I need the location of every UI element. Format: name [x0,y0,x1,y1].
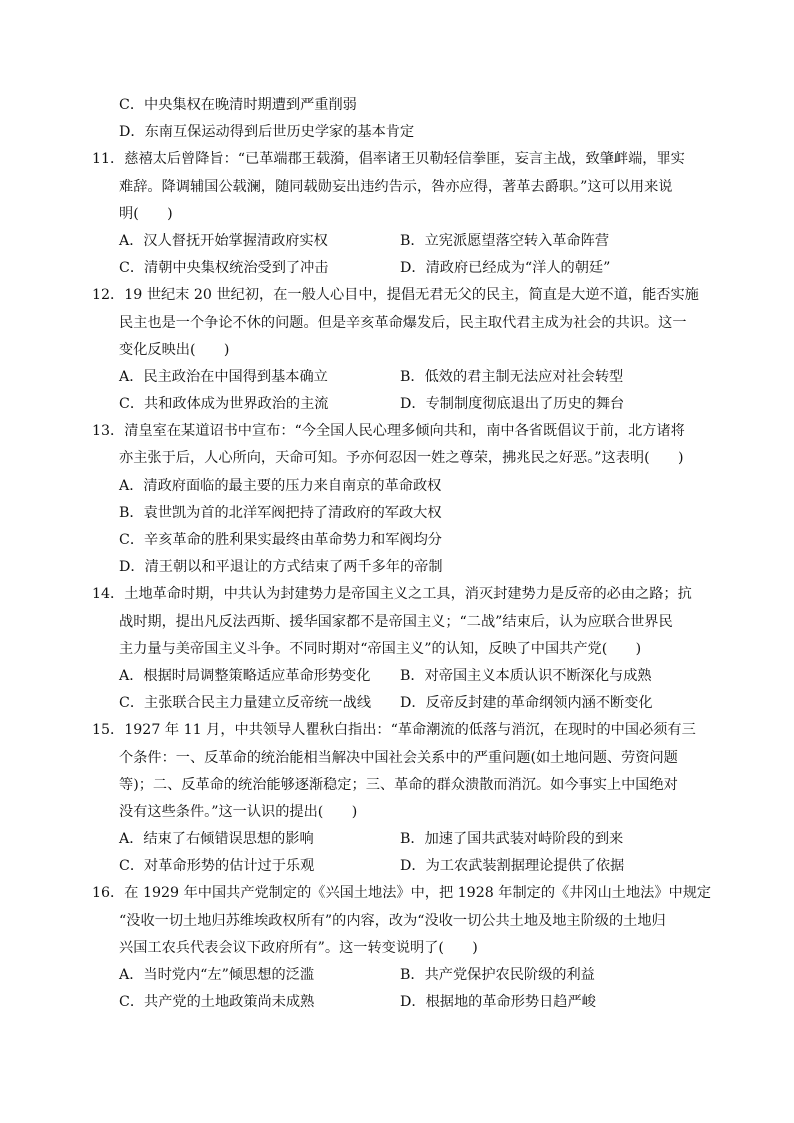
option-row [0,690,794,717]
option-c: C．清朝中央集权统治受到了冲击 [119,260,329,277]
question-number: 11． [92,151,125,168]
question-stem-line: 11．慈禧太后曾降旨：“已革端郡王载漪，倡率诸王贝勒轻信拳匪，妄言主战，致肇衅端，罪实 [92,151,685,168]
question-15 [0,717,794,880]
option-c: C．共和政体成为世界政治的主流 [119,396,329,413]
option-d: D．清王朝以和平退让的方式结束了两千多年的帝制 [119,559,443,576]
option-d: D．清政府已经成为“洋人的朝廷” [400,260,611,277]
question-16 [0,880,794,1016]
option-d-q10: D．东南互保运动得到后世历史学家的基本肯定 [119,124,415,141]
question-stem-line: 战时期，提出凡反法西斯、援华国家都不是帝国主义；“二战”结束后，认为应联合世界民 [119,613,673,630]
question-14 [0,581,794,717]
question-stem-line: 明( ) [119,205,173,222]
option-row [0,962,794,989]
option-row [0,364,794,391]
question-13 [0,418,794,581]
question-stem-line: 13．清皇室在某道诏书中宣布：“今全国人民心理多倾向共和，南中各省既倡议于前，北方诸将 [92,423,685,440]
question-12 [0,282,794,418]
option-c: C．对革命形势的估计过于乐观 [119,858,315,875]
option-row [0,255,794,282]
option-c: C．主张联合民主力量建立反帝统一战线 [119,695,372,712]
question-stem-line: 亦主张于后，人心所向，天命可知。予亦何忍因一姓之尊荣，拂兆民之好恶。”这表明( ) [119,450,684,467]
question-stem-line: “没收一切土地归苏维埃政权所有”的内容，改为“没收一切公共土地及地主阶级的土地归 [119,912,666,929]
option-row [0,228,794,255]
option-row [0,853,794,880]
option-a: A．汉人督抚开始掌握清政府实权 [119,232,328,249]
option-b: B．加速了国共武装对峙阶段的到来 [400,831,624,848]
question-number: 13． [92,423,125,440]
option-row [0,391,794,418]
option-c: C．共产党的土地政策尚未成熟 [119,994,315,1011]
question-stem-line: 兴国工农兵代表会议下政府所有”。这一转变说明了( ) [119,939,478,956]
option-d: D．专制制度彻底退出了历史的舞台 [400,396,625,413]
option-d: D．根据地的革命形势日趋严峻 [400,994,596,1011]
question-number: 16． [92,885,125,902]
question-stem-line: 变化反映出( ) [119,341,230,358]
option-row [0,826,794,853]
question-stem-line: 12．19 世纪末 20 世纪初，在一般人心目中，提倡无君无父的民主，简直是大逆不道，能否实施 [92,287,699,304]
question-stem-line: 16．在 1929 年中国共产党制定的《兴国土地法》中，把 1928 年制定的《井冈山土地法》中规定 [92,885,712,902]
question-stem-line: 难辞。降调辅国公载澜，随同载勋妄出违约告示，咎亦应得，著革去爵职。”这可以用来说 [119,178,673,195]
option-b: B．立宪派愿望落空转入革命阵营 [400,232,610,249]
option-row [0,989,794,1016]
option-d: D．为工农武装割据理论提供了依据 [400,858,625,875]
question-11 [0,146,794,282]
option-b: B．对帝国主义本质认识不断深化与成熟 [400,667,652,684]
question-stem-line: 等)；二、反革命的统治能够逐渐稳定；三、革命的群众溃散而消沉。如今事实上中国绝对 [119,776,678,793]
question-stem-line: 没有这些条件。”这一认识的提出( ) [119,803,358,820]
option-b: B．共产党保护农民阶级的利益 [400,967,595,983]
question-stem-line: 个条件：一、反革命的统治能相当解决中国社会关系中的严重问题(如土地问题、劳资问题 [119,749,678,766]
question-stem-line: 14．土地革命时期，中共认为封建势力是帝国主义之工具，消灭封建势力是反帝的必由之路；抗 [92,586,692,603]
question-sheet [0,92,794,1016]
option-a: A．民主政治在中国得到基本确立 [119,368,328,385]
option-a: A．结束了右倾错误思想的影响 [119,831,314,848]
option-a: A．根据时局调整策略适应革命形势变化 [119,667,371,684]
option-a: A．当时党内“左”倾思想的泛滥 [119,967,315,983]
option-d: D．反帝反封建的革命纲领内涵不断变化 [400,695,653,712]
option-c: C．辛亥革命的胜利果实最终由革命势力和军阀均分 [119,532,442,548]
option-a: A．清政府面临的最主要的压力来自南京的革命政权 [119,477,442,494]
question-stem-line: 主力量与美帝国主义斗争。不同时期对“帝国主义”的认知，反映了中国共产党( ) [119,640,642,657]
option-row [0,663,794,690]
question-number: 14． [92,586,125,603]
question-stem-line: 民主也是一个争论不休的问题。但是辛亥革命爆发后，民主取代君主成为社会的共识。这一 [119,314,687,331]
option-c-q10: C．中央集权在晚清时期遭到严重削弱 [119,97,357,113]
question-stem-line: 15．1927 年 11 月，中共领导人瞿秋白指出：“革命潮流的低落与消沉，在现时的中国必须有三 [92,722,696,739]
question-number: 15． [92,722,125,739]
option-b: B．袁世凯为首的北洋军阀把持了清政府的军政大权 [119,504,442,521]
question-number: 12． [92,287,125,304]
option-b: B．低效的君主制无法应对社会转型 [400,368,624,385]
